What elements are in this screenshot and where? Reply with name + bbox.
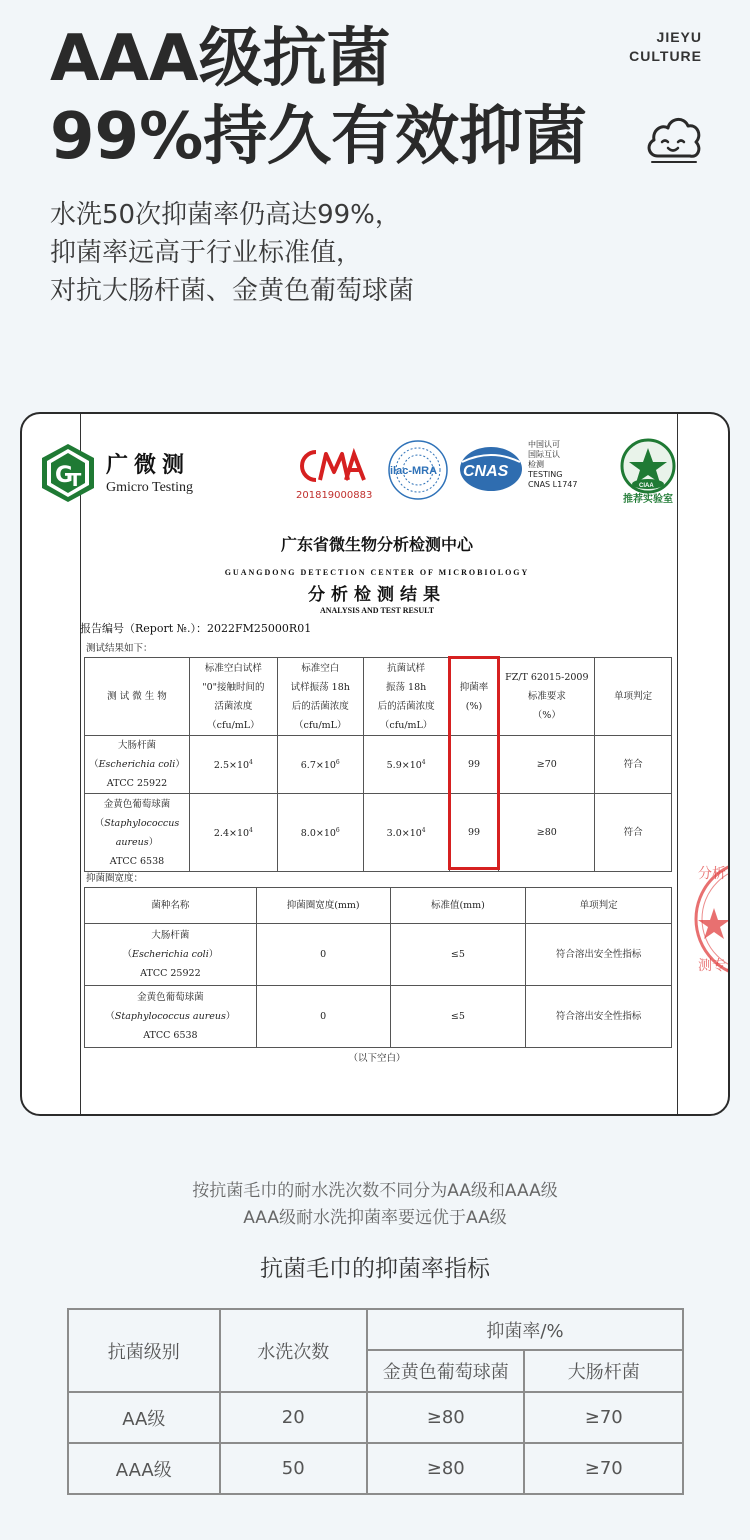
species-sci-name: Staphylococcus aureus xyxy=(114,1011,226,1022)
hero-title xyxy=(50,20,587,176)
table-row xyxy=(85,794,672,872)
staph-cell: ≥80 xyxy=(367,1443,525,1494)
value-exp: 6 xyxy=(335,827,340,835)
value-base: 2.5×10 xyxy=(213,760,250,772)
table-row xyxy=(85,924,672,986)
cnas-logo-icon xyxy=(458,444,524,494)
microbe-sci: （Escherichia coli） xyxy=(89,759,185,770)
standard-cell: ≥70 xyxy=(499,736,595,794)
grade-note xyxy=(0,1178,750,1232)
col-sample-18h: 抗菌试样 振荡 18h 后的活菌浓度 （cfu/mL） xyxy=(363,658,449,736)
org-name-cn: 广东省微生物分析检测中心 xyxy=(280,535,473,554)
std-cell: ≤5 xyxy=(390,924,526,986)
col-ecoli: 大肠杆菌 xyxy=(524,1350,683,1392)
verdict-cell: 符合 xyxy=(595,736,672,794)
species-strain: ATCC 6538 xyxy=(143,1030,198,1041)
result-title-en: ANALYSIS AND TEST RESULT xyxy=(319,606,435,615)
lab-name-cn: 广微测 xyxy=(106,452,191,478)
cnas-line-1: 中国认可 xyxy=(528,440,560,449)
official-stamp-icon xyxy=(694,844,740,994)
microbe-cell xyxy=(85,794,190,872)
value-base: 5.9×10 xyxy=(386,760,422,772)
lab-name-en: Gmicro Testing xyxy=(106,480,194,495)
svg-text:T: T xyxy=(69,470,82,491)
verdict-cell: 符合溶出安全性指标 xyxy=(526,924,672,986)
microbe-sci: （Staphylococcus xyxy=(94,817,180,829)
verdict-cell: 符合 xyxy=(595,794,672,872)
microbe-strain: ATCC 6538 xyxy=(109,855,165,867)
brand-logo xyxy=(629,28,702,66)
cnas-line-4: TESTING xyxy=(528,470,563,479)
washes-cell: 50 xyxy=(220,1443,367,1494)
microbe-strain: ATCC 25922 xyxy=(106,778,168,789)
value-exp: 4 xyxy=(421,827,426,835)
value-base: 3.0×10 xyxy=(386,828,422,840)
staph-cell: ≥80 xyxy=(367,1392,525,1443)
cloud-mascot-icon xyxy=(644,112,704,168)
value-cell xyxy=(189,736,277,794)
brand-line-1: JIEYU xyxy=(656,29,702,45)
value-base: 6.7×10 xyxy=(300,760,336,772)
grade-cell: AAA级 xyxy=(68,1443,220,1494)
cma-number: 201819000883 xyxy=(296,490,373,501)
col-verdict: 单项判定 xyxy=(595,658,672,736)
microbe-name: 金黄色葡萄球菌 xyxy=(103,798,171,810)
col-microbe: 测 试 微 生 物 xyxy=(85,658,190,736)
svg-text:CNAS: CNAS xyxy=(463,463,509,480)
cma-mark-icon xyxy=(298,446,368,486)
col-verdict: 单项判定 xyxy=(526,888,672,924)
cnas-accreditation-text xyxy=(528,440,577,490)
value-cell xyxy=(189,794,277,872)
microbe-cell xyxy=(85,736,190,794)
cnas-line-5: CNAS L1747 xyxy=(528,480,578,489)
microbe-sci-name: Staphylococcus xyxy=(104,817,180,829)
table-header-row xyxy=(85,888,672,924)
blank-below-note: （以下空白） xyxy=(348,1053,406,1064)
value-exp: 4 xyxy=(421,759,426,767)
value-cell xyxy=(363,736,449,794)
grade-cell: AA级 xyxy=(68,1392,220,1443)
test-report-card xyxy=(20,412,740,1116)
species-strain: ATCC 25922 xyxy=(140,968,201,979)
col-zone-width: 抑菌圈宽度(mm) xyxy=(256,888,390,924)
col-washes: 水洗次数 xyxy=(220,1309,367,1392)
subtitle-line-2: 抑菌率远高于行业标准值， xyxy=(50,238,363,268)
hero-line-2: 99%持久有效抑菌 xyxy=(50,100,588,174)
microbe-sci-name-2: aureus xyxy=(115,836,149,848)
subtitle-line-3: 对抗大肠杆菌、金黄色葡萄球菌 xyxy=(50,276,415,306)
table-header-row xyxy=(85,658,672,736)
col-blank-18h: 标准空白 试样振荡 18h 后的活菌浓度 （cfu/mL） xyxy=(277,658,363,736)
value-exp: 6 xyxy=(335,759,340,767)
microbe-sci-name: Escherichia coli xyxy=(98,759,176,770)
svg-text:测专用: 测专用 xyxy=(698,958,740,974)
brand-line-2: CULTURE xyxy=(629,48,702,64)
zone-cell: 0 xyxy=(256,986,390,1048)
report-number: 报告编号（Report №.）：2022FM25000R01 xyxy=(80,622,312,635)
value-exp: 4 xyxy=(249,759,253,767)
species-name: 大肠杆菌 xyxy=(151,930,190,941)
table-header-row xyxy=(68,1309,683,1350)
antibacterial-rate-table xyxy=(84,657,672,872)
table-row xyxy=(68,1392,683,1443)
note-line-2: AAA级耐水洗抑菌率要远优于AA级 xyxy=(243,1208,507,1228)
hero-line-1: AAA级抗菌 xyxy=(50,22,391,96)
ilac-mra-logo-icon xyxy=(386,438,450,502)
washes-cell: 20 xyxy=(220,1392,367,1443)
ciaa-label: 推荐实验室 xyxy=(623,494,673,505)
col-blank-0h: 标准空白试样 "0"接触时间的 活菌浓度 （cfu/mL） xyxy=(189,658,277,736)
standard-cell: ≥80 xyxy=(499,794,595,872)
gmicro-gt-logo-icon xyxy=(40,442,96,504)
microbe-sci-2: aureus） xyxy=(115,836,159,848)
species-cell xyxy=(85,986,257,1048)
table-row xyxy=(68,1443,683,1494)
svg-text:ilac-MRA: ilac-MRA xyxy=(390,465,438,477)
col-rate-group: 抑菌率/% xyxy=(367,1309,683,1350)
table-row xyxy=(85,986,672,1048)
species-sci: （Escherichia coli） xyxy=(122,949,219,960)
rate-cell: 99 xyxy=(449,794,499,872)
svg-text:CIAA: CIAA xyxy=(639,483,654,489)
zone-cell: 0 xyxy=(256,924,390,986)
species-name: 金黄色葡萄球菌 xyxy=(137,992,204,1003)
verdict-cell: 符合溶出安全性指标 xyxy=(526,986,672,1048)
ecoli-cell: ≥70 xyxy=(524,1392,683,1443)
value-base: 2.4×10 xyxy=(213,828,250,840)
value-exp: 4 xyxy=(249,827,253,835)
col-species: 菌种名称 xyxy=(85,888,257,924)
subtitle-line-1: 水洗50次抑菌率仍高达99%， xyxy=(50,200,401,230)
col-rate: 抑菌率 (%) xyxy=(449,658,499,736)
svg-text:G: G xyxy=(55,463,74,488)
col-std-value: 标准值(mm) xyxy=(390,888,526,924)
table2-caption: 抑菌圈宽度： xyxy=(86,873,144,884)
cnas-line-3: 检测 xyxy=(528,460,544,469)
note-line-1: 按抗菌毛巾的耐水洗次数不同分为AA级和AAA级 xyxy=(192,1181,558,1201)
svg-text:分析: 分析 xyxy=(698,866,726,882)
org-name-en: GUANGDONG DETECTION CENTER OF MICROBIOLOGY xyxy=(224,568,530,577)
ecoli-cell: ≥70 xyxy=(524,1443,683,1494)
species-sci-name: Escherichia coli xyxy=(132,949,209,960)
result-title-cn: 分析检测结果 xyxy=(308,585,446,605)
table1-caption: 测试结果如下： xyxy=(86,643,153,654)
rate-highlight-box xyxy=(448,656,500,870)
grade-table-title: 抗菌毛巾的抑菌率指标 xyxy=(260,1256,490,1282)
subtitle xyxy=(50,196,414,310)
certification-logos xyxy=(40,438,720,518)
col-grade: 抗菌级别 xyxy=(68,1309,220,1392)
value-cell xyxy=(277,736,363,794)
col-staph: 金黄色葡萄球菌 xyxy=(367,1350,525,1392)
microbe-name: 大肠杆菌 xyxy=(117,740,156,751)
col-standard: FZ/T 62015-2009 标准要求 （%） xyxy=(499,658,595,736)
species-cell xyxy=(85,924,257,986)
cnas-line-2: 国际互认 xyxy=(528,450,560,459)
rate-cell: 99 xyxy=(449,736,499,794)
value-base: 8.0×10 xyxy=(300,828,336,840)
std-cell: ≤5 xyxy=(390,986,526,1048)
value-cell xyxy=(363,794,449,872)
species-sci: （Staphylococcus aureus） xyxy=(105,1011,236,1022)
table-row xyxy=(85,736,672,794)
grade-rate-table xyxy=(67,1308,684,1495)
inhibition-zone-table xyxy=(84,887,672,1048)
value-cell xyxy=(277,794,363,872)
